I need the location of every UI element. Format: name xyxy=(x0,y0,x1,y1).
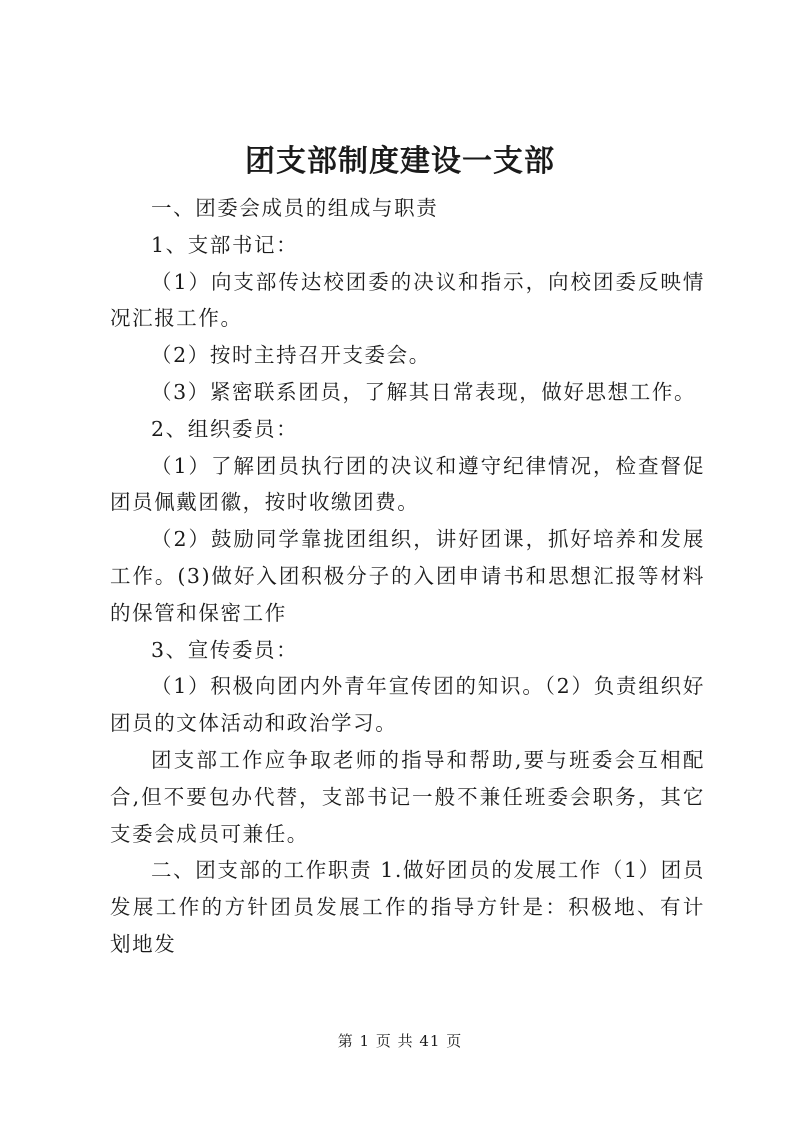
paragraph: （1）了解团员执行团的决议和遵守纪律情况，检查督促团员佩戴团徽，按时收缴团费。 xyxy=(110,453,705,515)
paragraph: （1）向支部传达校团委的决议和指示，向校团委反映情况汇报工作。 xyxy=(110,269,705,331)
document-title: 团支部制度建设一支部 xyxy=(245,144,555,179)
section-heading-1: 一、团委会成员的组成与职责 xyxy=(151,196,439,220)
subsection-secretary: 1、支部书记： xyxy=(151,232,299,257)
paragraph: （3）紧密联系团员，了解其日常表现，做好思想工作。 xyxy=(151,379,697,404)
subsection-publicity: 3、宣传委员： xyxy=(151,637,299,662)
page-footer: 第 1 页 共 41 页 xyxy=(337,1032,463,1050)
paragraph: （2）鼓励同学靠拢团组织，讲好团课，抓好培养和发展工作。(3)做好入团积极分子的入团申请书和思想汇报等材料的保管和保密工作 xyxy=(110,527,705,625)
document-body xyxy=(110,190,705,963)
paragraph: 团支部工作应争取老师的指导和帮助,要与班委会互相配合,但不要包办代替，支部书记一般不兼任班委会职务，其它支委会成员可兼任。 xyxy=(110,747,705,846)
paragraph: （1）积极向团内外青年宣传团的知识。（2）负责组织好团员的文体活动和政治学习。 xyxy=(110,674,705,736)
section-heading-2: 二、团支部的工作职责 1.做好团员的发展工作（1）团员发展工作的方针团员发展工作的指导方针是：积极地、有计划地发 xyxy=(110,858,705,956)
subsection-organization: 2、组织委员： xyxy=(151,416,299,441)
paragraph: （2）按时主持召开支委会。 xyxy=(151,343,431,368)
